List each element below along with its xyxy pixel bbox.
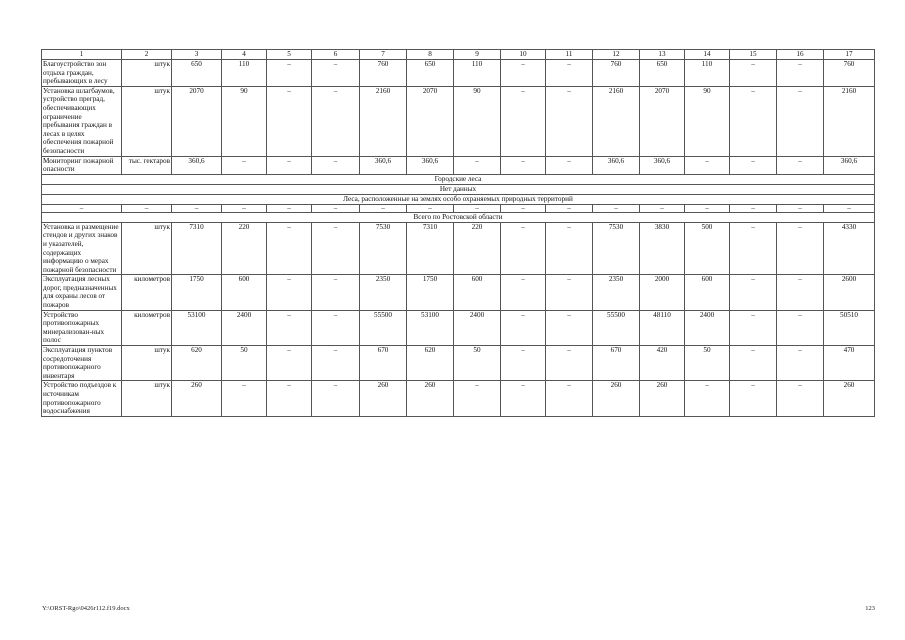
activity-cell: Установка шлагбаумов, устройство преград, обеспечивающих ограничение пребывания граждан в лесах в целях обеспечения пожарной безопасности — [42, 86, 122, 156]
value-cell: – — [501, 156, 546, 174]
value-cell: – — [685, 156, 730, 174]
empty-row — [42, 204, 875, 212]
value-cell: 360,6 — [360, 156, 407, 174]
value-cell: 7530 — [593, 222, 640, 275]
value-cell: 220 — [222, 222, 267, 275]
value-cell: 620 — [407, 346, 454, 381]
value-cell: 470 — [824, 346, 875, 381]
value-cell: 110 — [454, 60, 501, 87]
value-cell: – — [593, 204, 640, 212]
value-cell: 7310 — [172, 222, 222, 275]
value-cell: – — [730, 156, 777, 174]
value-cell: – — [730, 275, 777, 310]
value-cell: 2400 — [222, 310, 267, 345]
data-table — [41, 49, 875, 417]
value-cell: 600 — [222, 275, 267, 310]
value-cell: 360,6 — [640, 156, 685, 174]
value-cell: 2600 — [824, 275, 875, 310]
value-cell: 260 — [407, 381, 454, 416]
value-cell: 90 — [222, 86, 267, 156]
value-cell: 4330 — [824, 222, 875, 275]
value-cell: – — [312, 86, 360, 156]
value-cell: – — [777, 275, 824, 310]
value-cell: – — [730, 86, 777, 156]
header-cell: 17 — [824, 50, 875, 60]
value-cell: 2070 — [407, 86, 454, 156]
value-cell: – — [640, 204, 685, 212]
value-cell: 360,6 — [172, 156, 222, 174]
value-cell: 260 — [640, 381, 685, 416]
value-cell: – — [222, 381, 267, 416]
value-cell: 2160 — [593, 86, 640, 156]
value-cell: 2400 — [454, 310, 501, 345]
value-cell: – — [172, 204, 222, 212]
value-cell: – — [777, 346, 824, 381]
value-cell: 260 — [824, 381, 875, 416]
value-cell: 53100 — [407, 310, 454, 345]
value-cell: – — [267, 86, 312, 156]
value-cell: 500 — [685, 222, 730, 275]
header-cell: 10 — [501, 50, 546, 60]
value-cell: – — [546, 310, 593, 345]
value-cell: 220 — [454, 222, 501, 275]
header-cell: 3 — [172, 50, 222, 60]
value-cell: 650 — [172, 60, 222, 87]
value-cell: – — [730, 346, 777, 381]
value-cell: 2400 — [685, 310, 730, 345]
section-title: Леса, расположенные на землях особо охраняемых природных территорий — [42, 194, 875, 204]
value-cell: 90 — [454, 86, 501, 156]
value-cell: – — [454, 381, 501, 416]
value-cell: – — [501, 222, 546, 275]
table-row — [42, 346, 875, 381]
value-cell: – — [267, 381, 312, 416]
value-cell: – — [501, 60, 546, 87]
value-cell: 7310 — [407, 222, 454, 275]
value-cell: – — [501, 204, 546, 212]
value-cell: – — [454, 156, 501, 174]
value-cell: – — [546, 222, 593, 275]
value-cell: – — [222, 204, 267, 212]
header-cell: 14 — [685, 50, 730, 60]
value-cell: – — [312, 275, 360, 310]
header-cell: 4 — [222, 50, 267, 60]
value-cell: 260 — [172, 381, 222, 416]
value-cell: – — [501, 275, 546, 310]
unit-cell: штук — [122, 381, 172, 416]
value-cell: 50 — [685, 346, 730, 381]
activity-cell: Установка и размещение стендов и других знаков и указателей, содержащих информацию о мерах пожарной безопасности — [42, 222, 122, 275]
section-row — [42, 212, 875, 222]
value-cell: – — [546, 346, 593, 381]
value-cell: – — [685, 381, 730, 416]
unit-cell: штук — [122, 222, 172, 275]
unit-cell: – — [122, 204, 172, 212]
value-cell: – — [267, 156, 312, 174]
value-cell: 760 — [824, 60, 875, 87]
value-cell: 670 — [360, 346, 407, 381]
value-cell: 650 — [407, 60, 454, 87]
header-cell: 15 — [730, 50, 777, 60]
value-cell: – — [730, 204, 777, 212]
section-row — [42, 184, 875, 194]
value-cell: – — [312, 381, 360, 416]
table-row — [42, 275, 875, 310]
value-cell: – — [267, 204, 312, 212]
value-cell: – — [730, 60, 777, 87]
table-row — [42, 60, 875, 87]
value-cell: 7530 — [360, 222, 407, 275]
value-cell: 2000 — [640, 275, 685, 310]
value-cell: 2160 — [824, 86, 875, 156]
value-cell: 760 — [593, 60, 640, 87]
unit-cell: штук — [122, 86, 172, 156]
header-cell: 13 — [640, 50, 685, 60]
unit-cell: штук — [122, 60, 172, 87]
value-cell: – — [501, 381, 546, 416]
value-cell: 360,6 — [593, 156, 640, 174]
value-cell: 50 — [454, 346, 501, 381]
value-cell: – — [222, 156, 267, 174]
value-cell: – — [312, 156, 360, 174]
value-cell: – — [777, 310, 824, 345]
value-cell: – — [777, 156, 824, 174]
value-cell: – — [312, 60, 360, 87]
value-cell: – — [360, 204, 407, 212]
value-cell: – — [730, 222, 777, 275]
value-cell: 2070 — [640, 86, 685, 156]
table-row — [42, 310, 875, 345]
header-cell: 1 — [42, 50, 122, 60]
value-cell: – — [267, 60, 312, 87]
value-cell: 260 — [593, 381, 640, 416]
activity-cell: Мониторинг пожарной опасности — [42, 156, 122, 174]
value-cell: – — [501, 310, 546, 345]
value-cell: – — [546, 204, 593, 212]
footer-path: Y:\ORST-Rgo\0426r112.f19.docx — [42, 605, 130, 612]
value-cell: 2070 — [172, 86, 222, 156]
value-cell: 50510 — [824, 310, 875, 345]
page-number: 123 — [865, 605, 875, 612]
value-cell: – — [312, 310, 360, 345]
header-cell: 12 — [593, 50, 640, 60]
header-cell: 2 — [122, 50, 172, 60]
section-row — [42, 194, 875, 204]
value-cell: 90 — [685, 86, 730, 156]
unit-cell: километров — [122, 275, 172, 310]
value-cell: – — [501, 86, 546, 156]
header-cell: 11 — [546, 50, 593, 60]
value-cell: – — [267, 275, 312, 310]
value-cell: 670 — [593, 346, 640, 381]
header-cell: 8 — [407, 50, 454, 60]
value-cell: 650 — [640, 60, 685, 87]
value-cell: 50 — [222, 346, 267, 381]
value-cell: – — [777, 222, 824, 275]
header-cell: 6 — [312, 50, 360, 60]
value-cell: 53100 — [172, 310, 222, 345]
value-cell: 360,6 — [407, 156, 454, 174]
value-cell: 620 — [172, 346, 222, 381]
header-cell: 16 — [777, 50, 824, 60]
value-cell: – — [267, 310, 312, 345]
value-cell: 55500 — [360, 310, 407, 345]
unit-cell: километров — [122, 310, 172, 345]
value-cell: – — [407, 204, 454, 212]
value-cell: 600 — [685, 275, 730, 310]
value-cell: – — [824, 204, 875, 212]
value-cell: – — [685, 204, 730, 212]
unit-cell: тыс. гектаров — [122, 156, 172, 174]
section-title: Городские леса — [42, 174, 875, 184]
value-cell: – — [546, 86, 593, 156]
value-cell: 600 — [454, 275, 501, 310]
value-cell: 420 — [640, 346, 685, 381]
value-cell: – — [312, 204, 360, 212]
value-cell: 3830 — [640, 222, 685, 275]
value-cell: – — [454, 204, 501, 212]
activity-cell: Эксплуатация пунктов сосредоточения противопожарного инвентаря — [42, 346, 122, 381]
table-row — [42, 156, 875, 174]
value-cell: 110 — [222, 60, 267, 87]
section-row — [42, 174, 875, 184]
value-cell: – — [730, 381, 777, 416]
table-row — [42, 381, 875, 416]
value-cell: – — [546, 381, 593, 416]
section-title: Всего по Ростовской области — [42, 212, 875, 222]
header-cell: 9 — [454, 50, 501, 60]
value-cell: 48110 — [640, 310, 685, 345]
header-cell: 5 — [267, 50, 312, 60]
activity-cell: Устройство подъездов к источникам противопожарного водоснабжения — [42, 381, 122, 416]
value-cell: 110 — [685, 60, 730, 87]
value-cell: – — [267, 222, 312, 275]
activity-cell: Благоустройство зон отдыха граждан, пребывающих в лесу — [42, 60, 122, 87]
activity-cell: – — [42, 204, 122, 212]
value-cell: – — [777, 381, 824, 416]
section-title: Нет данных — [42, 184, 875, 194]
value-cell: 360,6 — [824, 156, 875, 174]
header-row — [42, 50, 875, 60]
value-cell: – — [267, 346, 312, 381]
value-cell: – — [777, 204, 824, 212]
value-cell: – — [312, 346, 360, 381]
activity-cell: Устройство противопожарных минерализован-ных полос — [42, 310, 122, 345]
activity-cell: Эксплуатация лесных дорог, предназначенных для охраны лесов от пожаров — [42, 275, 122, 310]
value-cell: – — [501, 346, 546, 381]
value-cell: – — [546, 275, 593, 310]
value-cell: – — [777, 86, 824, 156]
value-cell: – — [730, 310, 777, 345]
value-cell: 55500 — [593, 310, 640, 345]
value-cell: 2350 — [593, 275, 640, 310]
value-cell: 2350 — [360, 275, 407, 310]
value-cell: 1750 — [172, 275, 222, 310]
value-cell: 2160 — [360, 86, 407, 156]
unit-cell: штук — [122, 346, 172, 381]
value-cell: – — [777, 60, 824, 87]
value-cell: – — [546, 156, 593, 174]
header-cell: 7 — [360, 50, 407, 60]
value-cell: 260 — [360, 381, 407, 416]
value-cell: – — [312, 222, 360, 275]
value-cell: 760 — [360, 60, 407, 87]
value-cell: 1750 — [407, 275, 454, 310]
table-row — [42, 222, 875, 275]
value-cell: – — [546, 60, 593, 87]
table-row — [42, 86, 875, 156]
